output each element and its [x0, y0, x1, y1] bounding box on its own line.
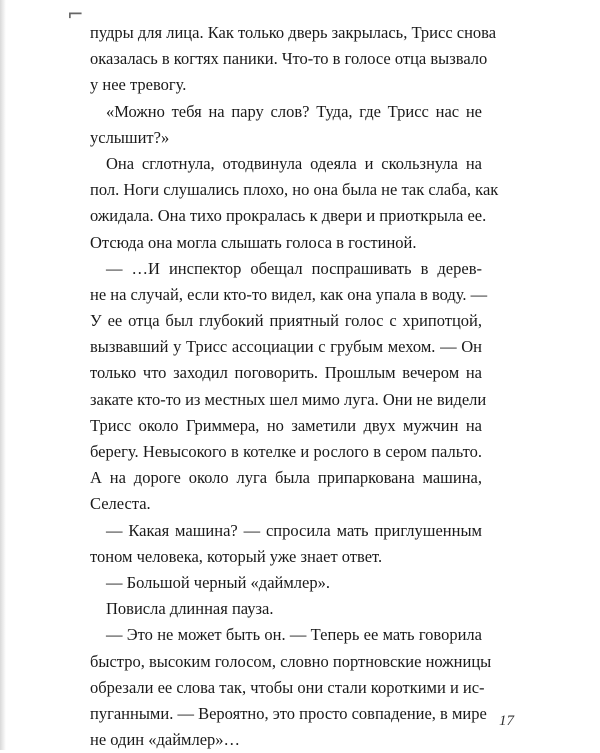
text-line: — …И инспектор обещал поспрашивать в дерев-: [106, 258, 482, 278]
text-line: Повисла длинная пауза.: [106, 599, 274, 619]
text-line: — Большой черный «даймлер».: [106, 572, 330, 592]
corner-mark: ⌐: [67, 2, 84, 26]
text-line: оказалась в когтях паники. Что-то в голосе отца вызвало: [90, 49, 488, 69]
text-line: обрезали ее слова так, чтобы они стали короткими и ис-: [90, 677, 485, 697]
text-line: вызвавший у Трисс ассоциации с грубым мехом. — Он: [90, 337, 482, 357]
text-line: пуганными. — Вероятно, это просто совпадение, в мире: [90, 703, 487, 723]
text-line: не один «даймлер»…: [90, 730, 241, 750]
text-line: у нее тревогу.: [90, 75, 187, 95]
text-line: У ее отца был глубокий приятный голос с хрипотцой,: [90, 311, 482, 331]
text-body: [90, 20, 499, 753]
text-line: ожидала. Она тихо прокралась к двери и приоткрыла ее.: [90, 206, 487, 226]
text-line: пол. Ноги слушались плохо, но она была не так слаба, как: [90, 180, 499, 200]
text-line: Отсюда она могла слышать голоса в гостиной.: [90, 232, 417, 252]
text-line: тоном человека, который уже знает ответ.: [90, 546, 383, 566]
page-edge: [0, 0, 6, 750]
text-line: А на дороге около луга была припаркована машина,: [90, 468, 482, 488]
text-line: услышит?»: [90, 127, 170, 147]
text-line: быстро, высоким голосом, словно портновские ножницы: [90, 651, 492, 671]
text-line: берегу. Невысокого в котелке и рослого в сером пальто.: [90, 442, 482, 461]
text-line: «Можно тебя на пару слов? Туда, где Трисс нас не: [106, 101, 482, 121]
page-number: 17: [499, 713, 514, 729]
text-line: — Это не может быть он. — Теперь ее мать говорила: [106, 625, 482, 645]
text-line: Селеста.: [90, 494, 151, 514]
text-line: не на случай, если кто-то видел, как она упала в воду. —: [90, 284, 488, 304]
text-line: пудры для лица. Как только дверь закрылась, Трисс снова: [90, 23, 497, 42]
text-line: закате кто-то из местных шел мимо луга. Они не видели: [90, 389, 487, 409]
text-line: — Какая машина? — спросила мать приглушенным: [106, 520, 482, 540]
text-line: Трисс около Гриммера, но заметили двух мужчин на: [90, 415, 482, 435]
text-line: Она сглотнула, отодвинула одеяла и скользнула на: [106, 153, 482, 173]
text-line: только что заходил поговорить. Прошлым вечером на: [90, 363, 482, 383]
